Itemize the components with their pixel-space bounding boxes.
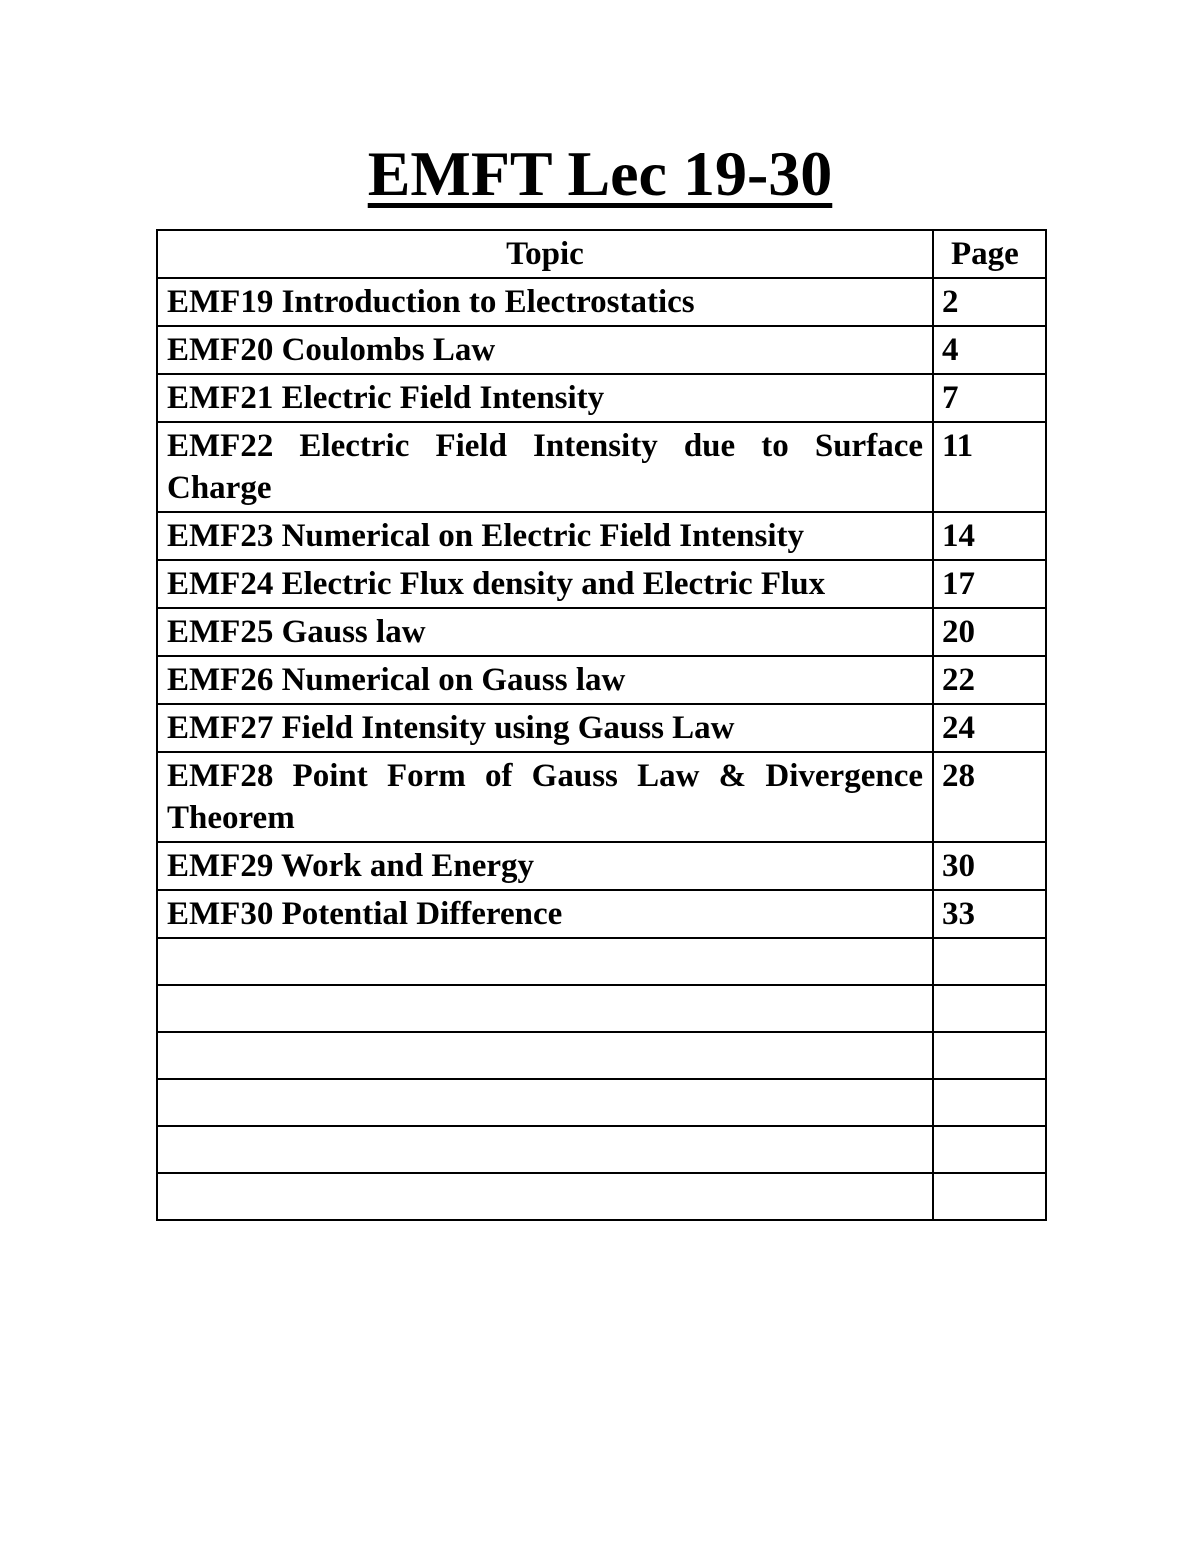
topic-cell bbox=[157, 938, 933, 985]
page-number-cell: 24 bbox=[933, 704, 1046, 752]
table-row bbox=[157, 842, 1046, 890]
table-row bbox=[157, 656, 1046, 704]
page-number-cell bbox=[933, 1079, 1046, 1126]
topic-cell: EMF27 Field Intensity using Gauss Law bbox=[157, 704, 933, 752]
empty-table-row bbox=[157, 938, 1046, 985]
page-number-cell: 28 bbox=[933, 752, 1046, 842]
topic-cell bbox=[157, 1126, 933, 1173]
empty-table-row bbox=[157, 1126, 1046, 1173]
page-number-cell: 33 bbox=[933, 890, 1046, 938]
table-row bbox=[157, 752, 1046, 842]
table-row bbox=[157, 890, 1046, 938]
topic-cell: EMF19 Introduction to Electrostatics bbox=[157, 278, 933, 326]
page-number-cell bbox=[933, 1173, 1046, 1220]
page-number-cell: 17 bbox=[933, 560, 1046, 608]
topic-cell: EMF30 Potential Difference bbox=[157, 890, 933, 938]
table-row bbox=[157, 512, 1046, 560]
page-column-header: Page bbox=[933, 230, 1046, 278]
page-number-cell: 7 bbox=[933, 374, 1046, 422]
page-number-cell bbox=[933, 1032, 1046, 1079]
topic-cell: EMF21 Electric Field Intensity bbox=[157, 374, 933, 422]
table-row bbox=[157, 608, 1046, 656]
page-number-cell bbox=[933, 1126, 1046, 1173]
page-number-cell: 4 bbox=[933, 326, 1046, 374]
page-number-cell: 22 bbox=[933, 656, 1046, 704]
page-title-text: EMFT Lec 19-30 bbox=[367, 138, 833, 209]
topic-cell: EMF24 Electric Flux density and Electric Flux bbox=[157, 560, 933, 608]
page-number-cell: 11 bbox=[933, 422, 1046, 512]
empty-table-row bbox=[157, 1173, 1046, 1220]
topic-cell: EMF20 Coulombs Law bbox=[157, 326, 933, 374]
topic-cell bbox=[157, 1079, 933, 1126]
empty-table-row bbox=[157, 985, 1046, 1032]
topic-cell: EMF28 Point Form of Gauss Law & Divergence Theorem bbox=[157, 752, 933, 842]
table-row bbox=[157, 560, 1046, 608]
table-row bbox=[157, 374, 1046, 422]
topic-cell: EMF26 Numerical on Gauss law bbox=[157, 656, 933, 704]
page-number-cell bbox=[933, 985, 1046, 1032]
topic-cell: EMF25 Gauss law bbox=[157, 608, 933, 656]
page-title bbox=[0, 138, 1200, 210]
page-number-cell: 20 bbox=[933, 608, 1046, 656]
table-of-contents bbox=[156, 229, 1047, 1221]
page-number-cell: 30 bbox=[933, 842, 1046, 890]
page-number-cell: 14 bbox=[933, 512, 1046, 560]
topic-cell: EMF22 Electric Field Intensity due to Surface Charge bbox=[157, 422, 933, 512]
empty-table-row bbox=[157, 1079, 1046, 1126]
page-number-cell bbox=[933, 938, 1046, 985]
topic-cell: EMF23 Numerical on Electric Field Intensity bbox=[157, 512, 933, 560]
topic-cell: EMF29 Work and Energy bbox=[157, 842, 933, 890]
empty-table-row bbox=[157, 1032, 1046, 1079]
page-number-cell: 2 bbox=[933, 278, 1046, 326]
topic-column-header: Topic bbox=[157, 230, 933, 278]
table-row bbox=[157, 326, 1046, 374]
topic-cell bbox=[157, 1032, 933, 1079]
table-row bbox=[157, 704, 1046, 752]
table-row bbox=[157, 278, 1046, 326]
table-row bbox=[157, 422, 1046, 512]
topic-cell bbox=[157, 1173, 933, 1220]
table-header-row bbox=[157, 230, 1046, 278]
topic-cell bbox=[157, 985, 933, 1032]
